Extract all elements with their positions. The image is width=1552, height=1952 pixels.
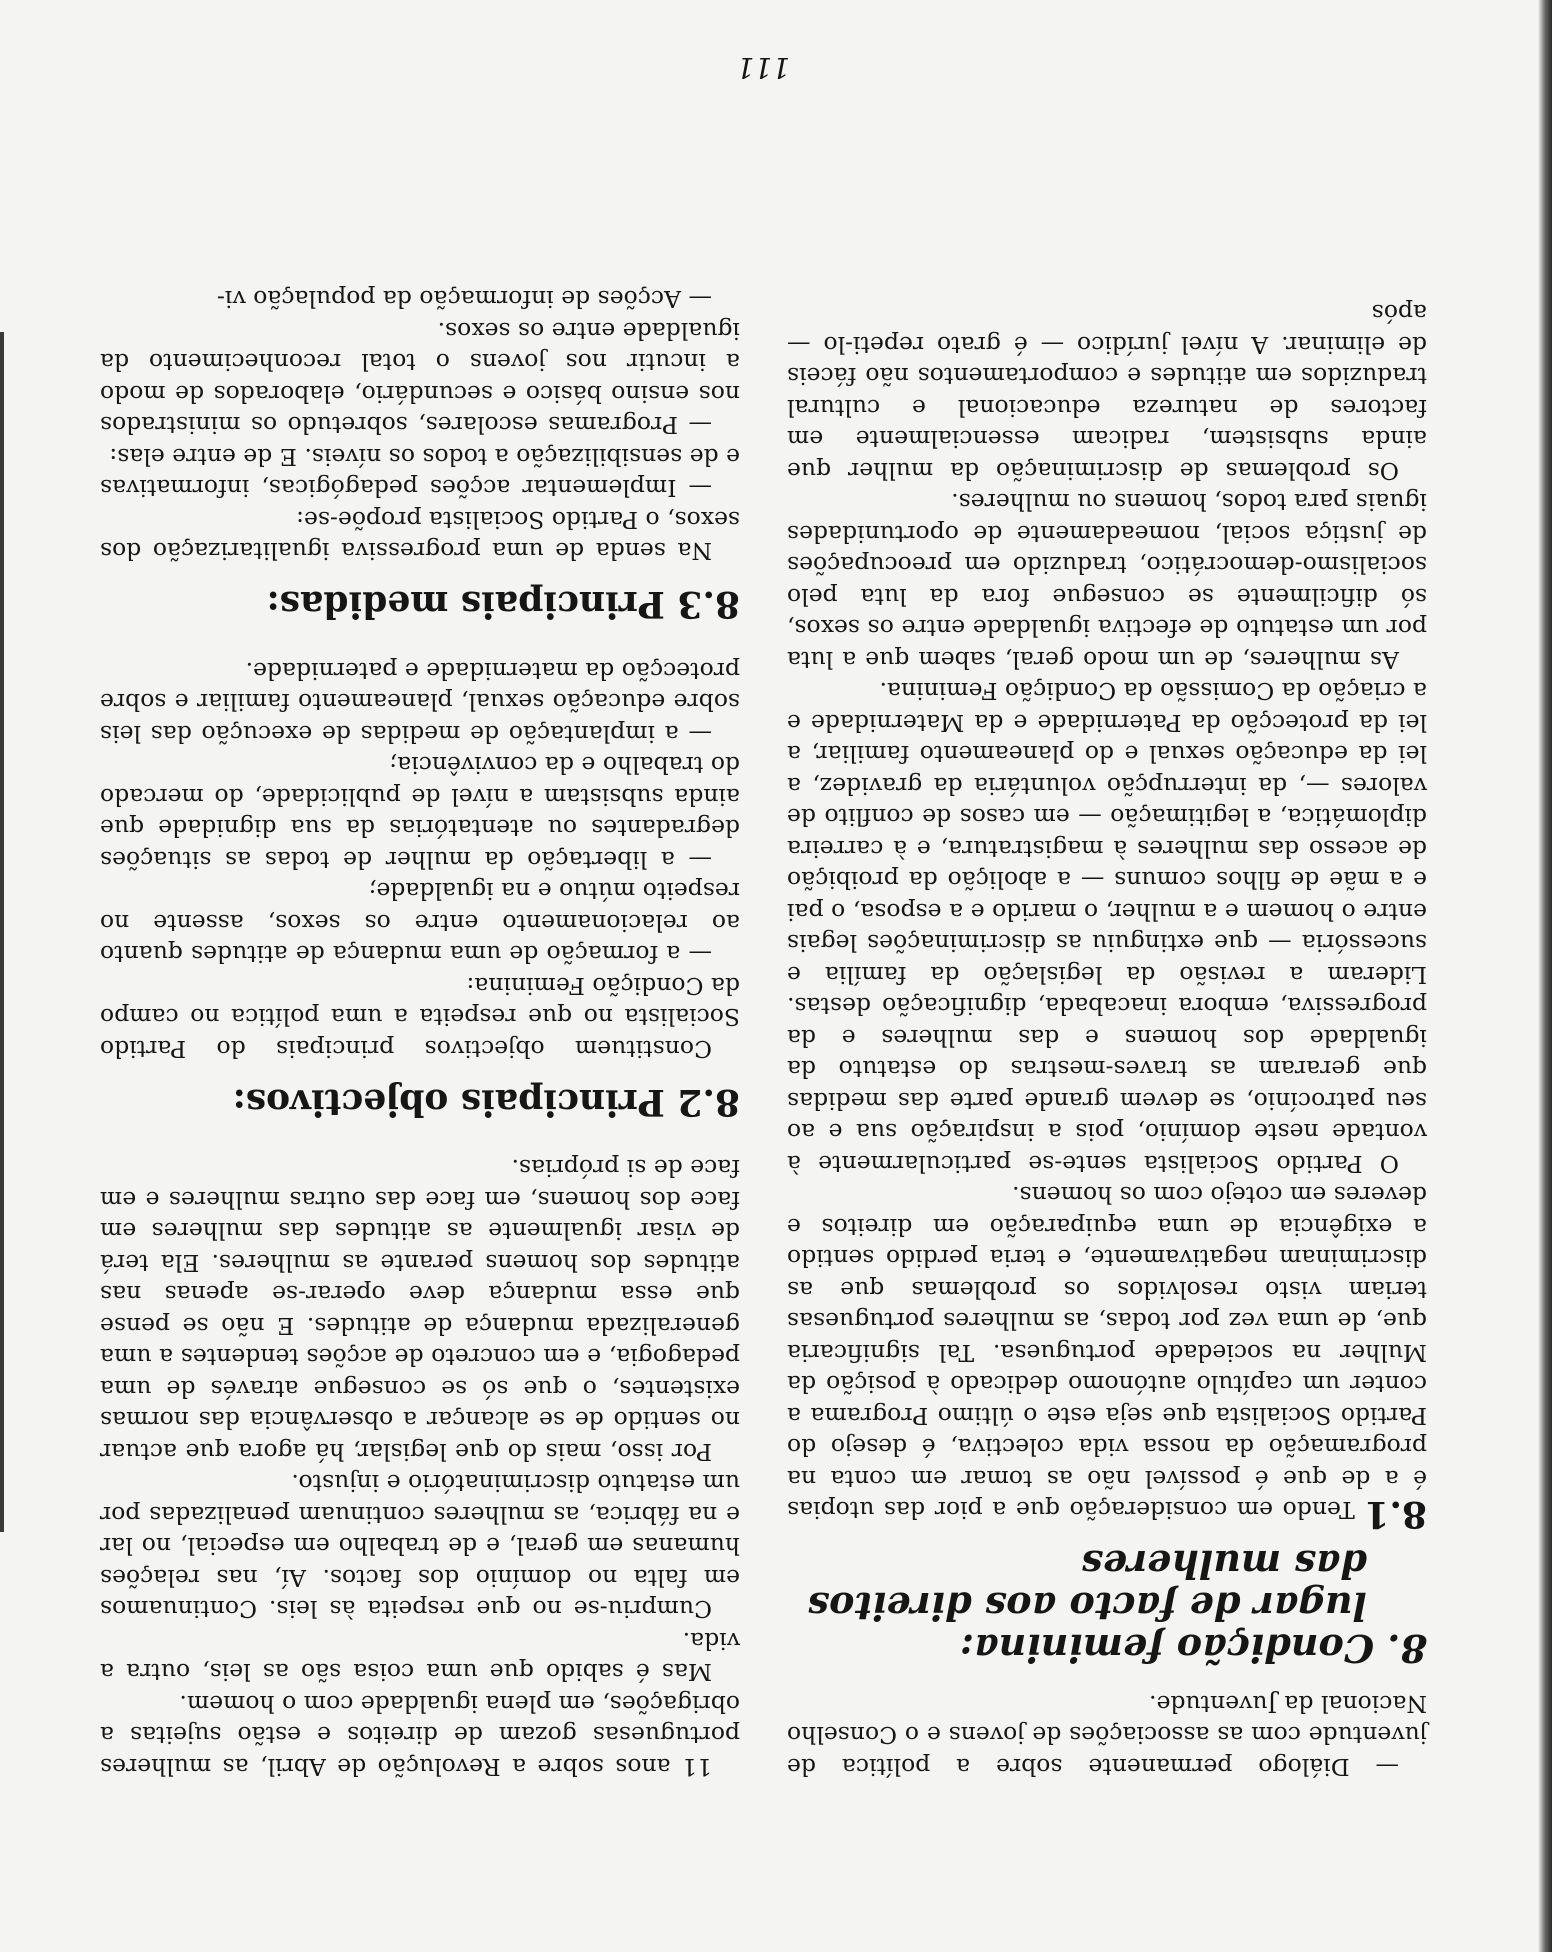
paragraph: Na senda de uma progressiva igualitarização dos sexos, o Partido Socialista propõe-se: [100,506,740,566]
list-item: — Acções de informação da população vi- [216,285,712,314]
scan-edge-line [0,332,4,1532]
section-8-2-heading: 8.2 Principais objectivos: [232,1081,740,1123]
paragraph-text: Tendo em consideração que a pior das utopias é a de que é possível não as tomar em conta na programação da nossa vida colectiva, é desejo do Partido Socialista que seja este o último Programa a conter um capítulo autónomo dedicado à posição da Mulher na sociedade portuguesa. Tal significaria que, de uma vez por todas, as mulheres portuguesas teriam visto resolvidos os problemas que as discriminam negativamente, e teria perdido sentido a exigência de uma equiparação em direitos e deveres em cotejo com os homens. [787,1181,1427,1525]
scan-binding-shadow [1538,0,1552,1952]
page-number: 111 [736,51,790,84]
section-8-1-paragraph [787,1179,1427,1536]
list-item: — a implantação de medidas de execução das leis sobre educação sexual, planeamento familiar e sobre protecção da maternidade e paternidade. [100,657,740,748]
chapter-heading-line2: lugar de facto aos direitos das mulheres [807,1542,1367,1630]
list-item: — Diálogo permanente sobre a política de juventude com as associações de jovens e o Conselho Nacional da Juventude. [787,1690,1427,1781]
paragraph: O Partido Socialista sente-se particularmente à vontade neste domínio, pois a inspiração sua e ao seu patrocínio, se devem grande parte das medidas que geraram as traves-mestras do estatuto da igualdade dos homens e das mulheres e da progressiva, embora inacabada, dignificação destas. Lideram a revisão da legislação da família e sucessória — que extinguiu as discriminações legais entre o homem e a mulher, o marido e a esposa, o pai e a mãe de filhos comuns — a abolição da proibição de acesso das mulheres à magistratura, e à carreira diplomática, a legitimação — em casos de conflito de valores —, da interrupção voluntária da gravidez, a lei da educação sexual e do planeamento familiar, a lei da protecção da Paternidade e da Maternidade e a criação da Comissão da Condição Feminina. [787,677,1427,1178]
section-8-3-heading: 8.3 Principais medidas: [266,583,740,626]
list-item: — Programas escolares, sobretudo os ministrados nos ensino básico e secundário, elaborados de modo a incutir nos jovens o total reconhecimento da igualdade entre os sexos. [100,317,740,440]
section-8-1-number: 8.1 [1364,1493,1427,1536]
paragraph: Cumpriu-se no que respeita às leis. Continuamos em falta no domínio dos factos. Aí, nas relações humanas em geral, e de trabalho em especial, no lar e na fábrica, as mulheres continuam penalizadas por um estatuto discriminatório e injusto. [100,1469,740,1624]
chapter-heading-line1: 8. Condição feminina: [960,1626,1427,1672]
list-item: — a libertação da mulher de todas as situações degradantes ou atentatórias da sua dignidade que ainda subsistam a nível de publicidade, do mercado do trabalho e da convivência; [100,751,740,874]
right-column [100,283,740,1782]
paragraph: Constituem objectivos principais do Partido Socialista no que respeita a uma política no campo da Condição Feminina: [100,972,740,1063]
paragraph: Por isso, mais do que legislar, há agora que actuar no sentido de se alcançar a observância das normas existentes, o que só se consegue através de uma pedagogia, e em concreto de acções tendentes a uma generalizada mudança de atitudes. E não se pense que essa mudança deve operar-se apenas nas atitudes dos homens perante as mulheres. Ela terá de visar igualmente as atitudes das mulheres em face dos homens, em face das outras mulheres e em face de si próprias. [100,1154,740,1466]
chapter-heading [787,1544,1427,1670]
paragraph: 11 anos sobre a Revolução de Abril, as mulheres portuguesas gozam de direitos e estão sujeitas a obrigações, em plena igualdade com o homem. [100,1690,740,1781]
paragraph: As mulheres, de um modo geral, sabem que a luta por um estatuto de efectiva igualdade entre os sexos, só dificilmente se consegue fora da luta pelo socialismo-democrático, traduzido em preocupações de justiça social, nomeadamente de oportunidades iguais para todos, homens ou mulheres. [787,488,1427,674]
list-item: — a formação de uma mudança de atitudes quanto ao relacionamento entre os sexos, assente no respeito mútuo e na igualdade; [100,877,740,969]
left-column [787,297,1427,1782]
list-item: — Implementar acções pedagógicas, informativas e de sensibilização a todos os níveis. E de entre elas: [100,443,740,503]
paragraph: Os problemas de discriminação da mulher que ainda subsistem, radicam essencialmente em factores de natureza educacional e cultural traduzidos em atitudes e comportamentos não fáceis de eliminar. A nível jurídico — é grato repeti-lo — após [787,299,1427,485]
paragraph: Mas é sabido que uma coisa são as leis, outra a vida. [100,1627,740,1687]
